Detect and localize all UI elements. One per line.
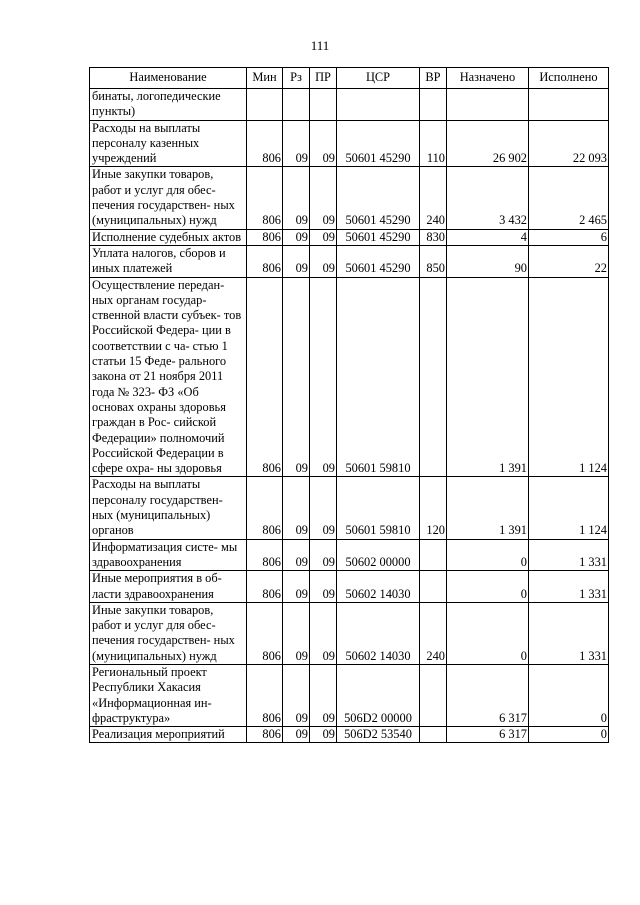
cell-name: Исполнение судебных актов <box>90 229 247 245</box>
table-row <box>90 602 609 664</box>
cell-vr <box>420 539 447 571</box>
cell-min <box>247 89 283 121</box>
cell-assigned: 4 <box>447 229 529 245</box>
cell-rz: 09 <box>283 602 310 664</box>
cell-name: бинаты, логопедические пункты) <box>90 89 247 121</box>
cell-name: Расходы на выплаты персоналу казенных учреждений <box>90 120 247 167</box>
col-header-pr: ПР <box>310 68 337 89</box>
cell-min: 806 <box>247 664 283 726</box>
cell-executed: 1 124 <box>529 277 609 477</box>
cell-min: 806 <box>247 167 283 229</box>
cell-csr: 50601 45290 <box>337 229 420 245</box>
cell-name: Расходы на выплаты персоналу государствен- ных (муниципальных) органов <box>90 477 247 539</box>
col-header-assigned: Назначено <box>447 68 529 89</box>
cell-pr: 09 <box>310 602 337 664</box>
cell-executed: 6 <box>529 229 609 245</box>
cell-rz: 09 <box>283 571 310 603</box>
cell-executed: 1 331 <box>529 602 609 664</box>
cell-pr: 09 <box>310 477 337 539</box>
cell-name: Информатизация систе- мы здравоохранения <box>90 539 247 571</box>
cell-vr: 830 <box>420 229 447 245</box>
cell-csr: 506D2 00000 <box>337 664 420 726</box>
cell-rz: 09 <box>283 477 310 539</box>
cell-min: 806 <box>247 539 283 571</box>
cell-min: 806 <box>247 602 283 664</box>
cell-pr: 09 <box>310 229 337 245</box>
cell-name: Осуществление передан- ных органам государ- ственной власти субъек- тов Российской Федера- ции в соответствии с ча- стью 1 статьи 15 Феде- рального закона от 21 ноября 2011 года № 323- ФЗ «Об основах охраны здоровья граждан в Рос- сийской Федерации» полномочий Российской Федерации в сфере охра- ны здоровья <box>90 277 247 477</box>
budget-table <box>89 67 609 743</box>
col-header-vr: ВР <box>420 68 447 89</box>
cell-rz: 09 <box>283 277 310 477</box>
cell-csr: 50601 59810 <box>337 277 420 477</box>
cell-assigned: 6 317 <box>447 664 529 726</box>
cell-csr: 506D2 53540 <box>337 727 420 743</box>
cell-min: 806 <box>247 245 283 277</box>
cell-pr <box>310 89 337 121</box>
cell-pr: 09 <box>310 571 337 603</box>
table-row <box>90 477 609 539</box>
cell-vr: 110 <box>420 120 447 167</box>
cell-vr <box>420 727 447 743</box>
cell-rz: 09 <box>283 167 310 229</box>
cell-rz <box>283 89 310 121</box>
cell-pr: 09 <box>310 277 337 477</box>
cell-executed: 2 465 <box>529 167 609 229</box>
col-header-min: Мин <box>247 68 283 89</box>
cell-vr <box>420 664 447 726</box>
cell-pr: 09 <box>310 664 337 726</box>
cell-assigned: 90 <box>447 245 529 277</box>
cell-rz: 09 <box>283 229 310 245</box>
cell-vr: 240 <box>420 602 447 664</box>
cell-assigned: 0 <box>447 602 529 664</box>
cell-executed: 1 331 <box>529 539 609 571</box>
table-row <box>90 277 609 477</box>
page-number: 111 <box>310 38 330 53</box>
cell-csr: 50601 45290 <box>337 245 420 277</box>
cell-csr: 50602 14030 <box>337 602 420 664</box>
cell-pr: 09 <box>310 167 337 229</box>
table-row <box>90 571 609 603</box>
cell-rz: 09 <box>283 539 310 571</box>
header-row <box>90 68 609 89</box>
cell-executed: 1 331 <box>529 571 609 603</box>
table-row <box>90 245 609 277</box>
cell-rz: 09 <box>283 664 310 726</box>
cell-csr: 50602 14030 <box>337 571 420 603</box>
cell-name: Иные закупки товаров, работ и услуг для обес- печения государствен- ных (муниципальных) нужд <box>90 602 247 664</box>
col-header-name: Наименование <box>90 68 247 89</box>
cell-vr: 850 <box>420 245 447 277</box>
cell-csr: 50601 59810 <box>337 477 420 539</box>
cell-assigned: 3 432 <box>447 167 529 229</box>
cell-pr: 09 <box>310 245 337 277</box>
cell-vr: 240 <box>420 167 447 229</box>
cell-pr: 09 <box>310 120 337 167</box>
cell-executed: 0 <box>529 727 609 743</box>
cell-min: 806 <box>247 277 283 477</box>
cell-name: Иные закупки товаров, работ и услуг для обес- печения государствен- ных (муниципальных) нужд <box>90 167 247 229</box>
cell-min: 806 <box>247 477 283 539</box>
cell-min: 806 <box>247 229 283 245</box>
cell-executed: 0 <box>529 664 609 726</box>
cell-rz: 09 <box>283 120 310 167</box>
cell-pr: 09 <box>310 539 337 571</box>
table-row <box>90 89 609 121</box>
cell-assigned: 26 902 <box>447 120 529 167</box>
cell-assigned: 6 317 <box>447 727 529 743</box>
cell-vr <box>420 89 447 121</box>
table-row <box>90 539 609 571</box>
cell-vr: 120 <box>420 477 447 539</box>
table-row <box>90 229 609 245</box>
cell-name: Реализация мероприятий <box>90 727 247 743</box>
cell-rz: 09 <box>283 245 310 277</box>
cell-csr: 50601 45290 <box>337 167 420 229</box>
cell-assigned: 1 391 <box>447 477 529 539</box>
cell-csr: 50601 45290 <box>337 120 420 167</box>
table-body <box>90 89 609 743</box>
col-header-rz: Рз <box>283 68 310 89</box>
cell-rz: 09 <box>283 727 310 743</box>
cell-name: Иные мероприятия в об- ласти здравоохранения <box>90 571 247 603</box>
cell-name: Уплата налогов, сборов и иных платежей <box>90 245 247 277</box>
cell-assigned <box>447 89 529 121</box>
cell-vr <box>420 571 447 603</box>
cell-executed <box>529 89 609 121</box>
col-header-executed: Исполнено <box>529 68 609 89</box>
cell-assigned: 1 391 <box>447 277 529 477</box>
cell-vr <box>420 277 447 477</box>
table-row <box>90 120 609 167</box>
table-row <box>90 664 609 726</box>
cell-min: 806 <box>247 571 283 603</box>
cell-assigned: 0 <box>447 539 529 571</box>
cell-executed: 22 <box>529 245 609 277</box>
cell-min: 806 <box>247 727 283 743</box>
cell-pr: 09 <box>310 727 337 743</box>
cell-executed: 22 093 <box>529 120 609 167</box>
col-header-csr: ЦСР <box>337 68 420 89</box>
table-row <box>90 167 609 229</box>
cell-csr: 50602 00000 <box>337 539 420 571</box>
table-row <box>90 727 609 743</box>
cell-name: Региональный проект Республики Хакасия «Информационная ин- фраструктура» <box>90 664 247 726</box>
cell-assigned: 0 <box>447 571 529 603</box>
cell-executed: 1 124 <box>529 477 609 539</box>
cell-min: 806 <box>247 120 283 167</box>
cell-csr <box>337 89 420 121</box>
